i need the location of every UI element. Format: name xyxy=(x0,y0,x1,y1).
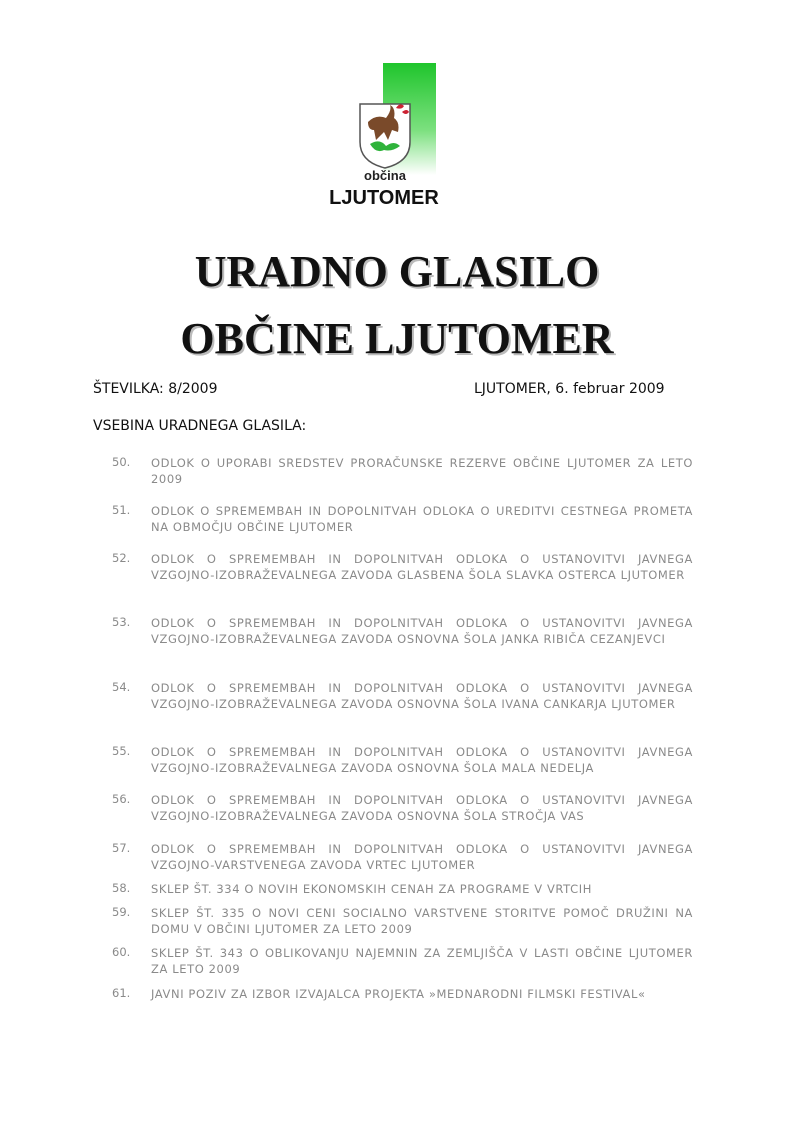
page-title-line-2: OBČINE LJUTOMER xyxy=(180,314,614,363)
toc-item-text: ODLOK O SPREMEMBAH IN DOPOLNITVAH ODLOKA O USTANOVITVI JAVNEGA VZGOJNO-IZOBRAŽEVALNEGA ZAVODA OSNOVNA ŠOLA STROČJA VAS xyxy=(151,793,693,823)
logo-word-ljutomer: LJUTOMER xyxy=(329,187,439,209)
toc-item-text: ODLOK O SPREMEMBAH IN DOPOLNITVAH ODLOKA O USTANOVITVI JAVNEGA VZGOJNO-IZOBRAŽEVALNEGA ZAVODA OSNOVNA ŠOLA JANKA RIBIČA CEZANJEVCI xyxy=(151,616,693,646)
toc-heading: VSEBINA URADNEGA GLASILA: xyxy=(93,418,307,434)
toc-item-number: 56. xyxy=(112,792,131,806)
toc-item-number: 51. xyxy=(112,503,131,517)
toc-item-number: 53. xyxy=(112,615,131,629)
toc-item-text: ODLOK O SPREMEMBAH IN DOPOLNITVAH ODLOKA O USTANOVITVI JAVNEGA VZGOJNO-VARSTVENEGA ZAVODA VRTEC LJUTOMER xyxy=(151,842,693,872)
toc-item-text: ODLOK O SPREMEMBAH IN DOPOLNITVAH ODLOKA O USTANOVITVI JAVNEGA VZGOJNO-IZOBRAŽEVALNEGA ZAVODA OSNOVNA ŠOLA IVANA CANKARJA LJUTOMER xyxy=(151,681,693,711)
toc-item-text: JAVNI POZIV ZA IZBOR IZVAJALCA PROJEKTA »MEDNARODNI FILMSKI FESTIVAL« xyxy=(151,987,646,1001)
toc-item-number: 50. xyxy=(112,455,131,469)
toc-item-number: 57. xyxy=(112,841,131,855)
toc-item-text: SKLEP ŠT. 343 O OBLIKOVANJU NAJEMNIN ZA ZEMLJIŠČA V LASTI OBČINE LJUTOMER ZA LETO 2009 xyxy=(151,946,693,976)
toc-item-number: 54. xyxy=(112,680,131,694)
toc-item-text: SKLEP ŠT. 335 O NOVI CENI SOCIALNO VARSTVENE STORITVE POMOČ DRUŽINI NA DOMU V OBČINI LJUTOMER ZA LETO 2009 xyxy=(151,906,693,936)
logo-word-obcina: občina xyxy=(364,168,406,183)
toc-item-number: 60. xyxy=(112,945,131,959)
toc-item-text: ODLOK O SPREMEMBAH IN DOPOLNITVAH ODLOKA O UREDITVI CESTNEGA PROMETA NA OBMOČJU OBČINE LJUTOMER xyxy=(151,504,693,534)
toc-item-number: 59. xyxy=(112,905,131,919)
toc-item-text: ODLOK O SPREMEMBAH IN DOPOLNITVAH ODLOKA O USTANOVITVI JAVNEGA VZGOJNO-IZOBRAŽEVALNEGA ZAVODA OSNOVNA ŠOLA MALA NEDELJA xyxy=(151,745,693,775)
toc-item-number: 61. xyxy=(112,986,131,1000)
toc-item-number: 52. xyxy=(112,551,131,565)
toc-item-number: 55. xyxy=(112,744,131,758)
toc-item-text: ODLOK O UPORABI SREDSTEV PRORAČUNSKE REZERVE OBČINE LJUTOMER ZA LETO 2009 xyxy=(151,456,693,486)
issue-date: LJUTOMER, 6. februar 2009 xyxy=(474,381,665,397)
page-title-line-1: URADNO GLASILO xyxy=(194,247,600,296)
toc-item-text: SKLEP ŠT. 334 O NOVIH EKONOMSKIH CENAH ZA PROGRAME V VRTCIH xyxy=(151,882,592,896)
toc-item-number: 58. xyxy=(112,881,131,895)
toc-item-text: ODLOK O SPREMEMBAH IN DOPOLNITVAH ODLOKA O USTANOVITVI JAVNEGA VZGOJNO-IZOBRAŽEVALNEGA ZAVODA GLASBENA ŠOLA SLAVKA OSTERCA LJUTOMER xyxy=(151,552,693,582)
issue-number: ŠTEVILKA: 8/2009 xyxy=(93,381,218,397)
